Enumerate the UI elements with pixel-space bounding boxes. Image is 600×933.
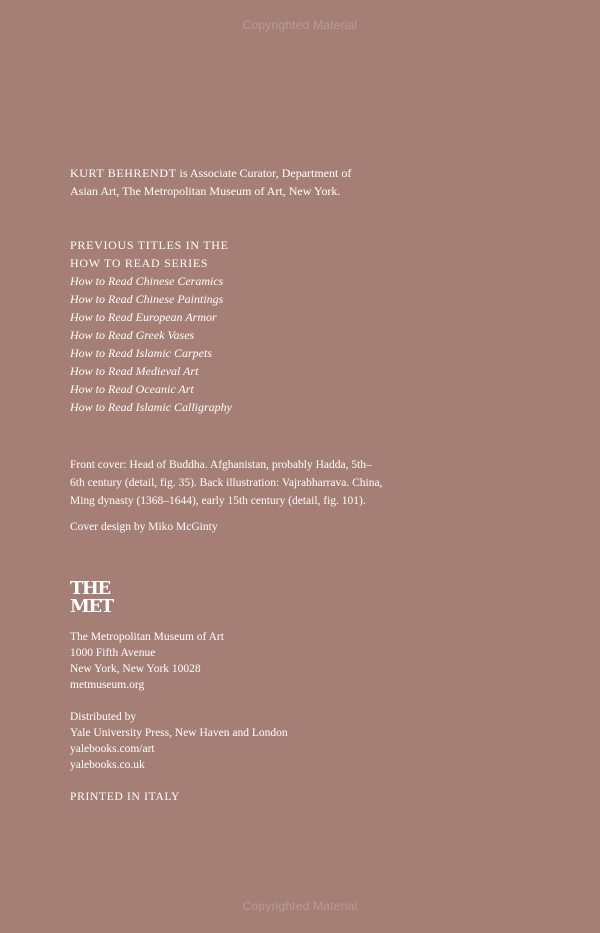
watermark-top: Copyrighted Material [242,18,358,32]
series-title: How to Read Medieval Art [70,364,199,378]
author-bio [70,164,430,200]
address-url: metmuseum.org [70,679,145,691]
met-logo-line-2: MET [70,596,113,617]
series-title: How to Read Islamic Carpets [70,346,212,360]
publisher-address [70,629,430,693]
met-logo [70,578,113,618]
distribution-line: Yale University Press, New Haven and London [70,727,288,739]
series-title: How to Read Islamic Calligraphy [70,400,232,414]
cover-credit-line: Ming dynasty (1368–1644), early 15th century (detail, fig. 101). [70,495,366,507]
author-name: KURT BEHRENDT [70,166,177,180]
series-title: How to Read Oceanic Art [70,382,194,396]
series-heading-2: HOW TO READ SERIES [70,256,209,270]
address-line: 1000 Fifth Avenue [70,647,156,659]
distribution-url: yalebooks.co.uk [70,759,145,771]
cover-credit-line: Front cover: Head of Buddha. Afghanistan, probably Hadda, 5th– [70,459,372,471]
series-heading-1: PREVIOUS TITLES IN THE [70,238,229,252]
series-title: How to Read Chinese Ceramics [70,274,224,288]
printed-in: PRINTED IN ITALY [70,791,181,803]
author-bio-line-1 [70,164,430,182]
address-line: New York, New York 10028 [70,663,201,675]
series-list [70,236,430,416]
author-bio-line-2: Asian Art, The Metropolitan Museum of Art, New York. [70,184,341,198]
series-title: How to Read Greek Vases [70,328,195,342]
series-title: How to Read European Armor [70,310,217,324]
watermark-bottom: Copyrighted Material [242,899,358,913]
cover-credit-line: 6th century (detail, fig. 35). Back illustration: Vajrabharrava. China, [70,477,383,489]
distribution-url: yalebooks.com/art [70,743,155,755]
author-bio-text-1: is Associate Curator, Department of [176,166,352,180]
distribution-line: Distributed by [70,711,137,723]
cover-credit [70,456,415,510]
met-logo-line-1: THE [70,578,110,599]
distribution-info [70,709,430,773]
series-title: How to Read Chinese Paintings [70,292,224,306]
address-line: The Metropolitan Museum of Art [70,631,224,643]
design-credit: Cover design by Miko McGinty [70,521,218,533]
